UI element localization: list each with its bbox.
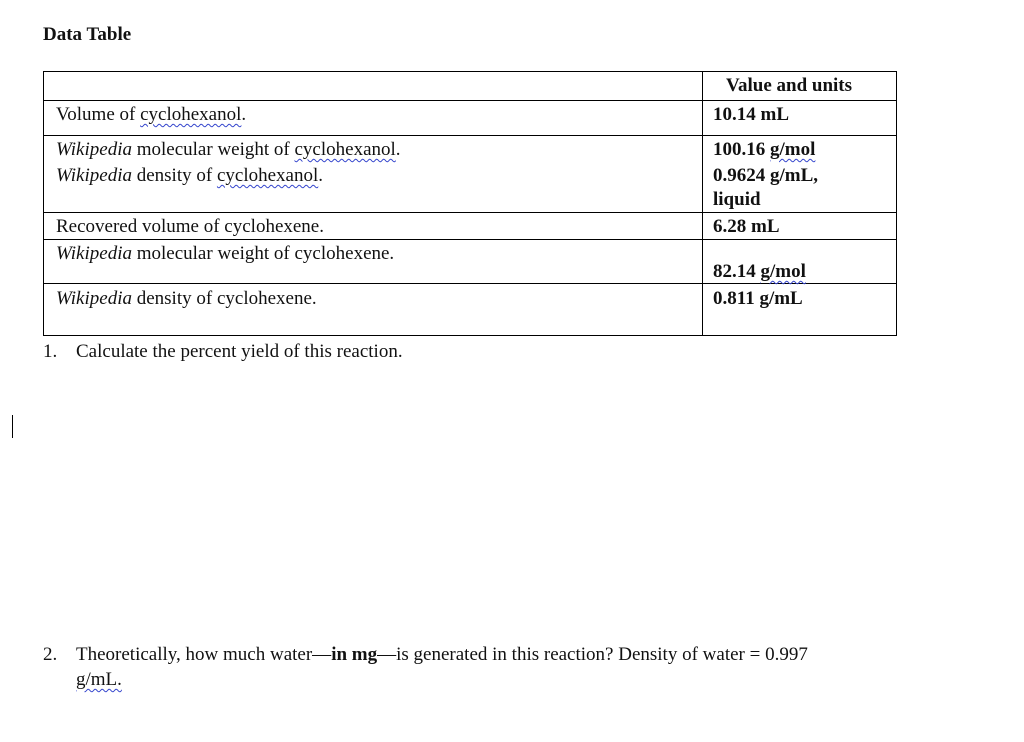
row-label-mw-cyclohexene: Wikipedia molecular weight of cyclohexene. [56, 243, 395, 264]
table-rule [43, 239, 897, 240]
row-value-density-cyclohexanol: 0.9624 g/mL, liquid [713, 165, 819, 210]
data-table [43, 71, 897, 336]
table-rule [43, 135, 897, 136]
table-border-bottom [43, 335, 897, 336]
row-value-mw-cyclohexanol: 100.16 g/mol [713, 139, 816, 160]
row-label-recovered-cyclohexene: Recovered volume of cyclohexene. [56, 216, 324, 237]
table-border-top [43, 71, 897, 72]
row-value-recovered-cyclohexene: 6.28 mL [713, 216, 780, 237]
row-label-density-cyclohexene: Wikipedia density of cyclohexene. [56, 288, 317, 309]
row-value-mw-cyclohexene: 82.14 g/mol [713, 261, 806, 282]
table-border-left [43, 71, 44, 336]
row-label-volume-cyclohexanol: Volume of cyclohexanol. [56, 104, 247, 125]
table-border-right [896, 71, 897, 336]
column-header-value: Value and units [726, 75, 853, 96]
page-title: Data Table [43, 24, 132, 45]
table-rule [43, 212, 897, 213]
question-2-continued: g/mL. [76, 669, 122, 690]
table-rule [43, 100, 897, 101]
text-cursor [12, 415, 13, 438]
row-label-mw-cyclohexanol: Wikipedia molecular weight of cyclohexanol. [56, 139, 401, 160]
row-value-density-cyclohexene: 0.811 g/mL [713, 288, 803, 309]
table-column-divider [702, 71, 703, 336]
row-label-density-cyclohexanol: Wikipedia density of cyclohexanol. [56, 165, 323, 186]
question-1: 1. Calculate the percent yield of this reaction. [43, 341, 403, 362]
row-value-volume-cyclohexanol: 10.14 mL [713, 104, 789, 125]
question-2: 2. Theoretically, how much water—in mg—is generated in this reaction? Density of water = 0.997 [43, 644, 808, 665]
